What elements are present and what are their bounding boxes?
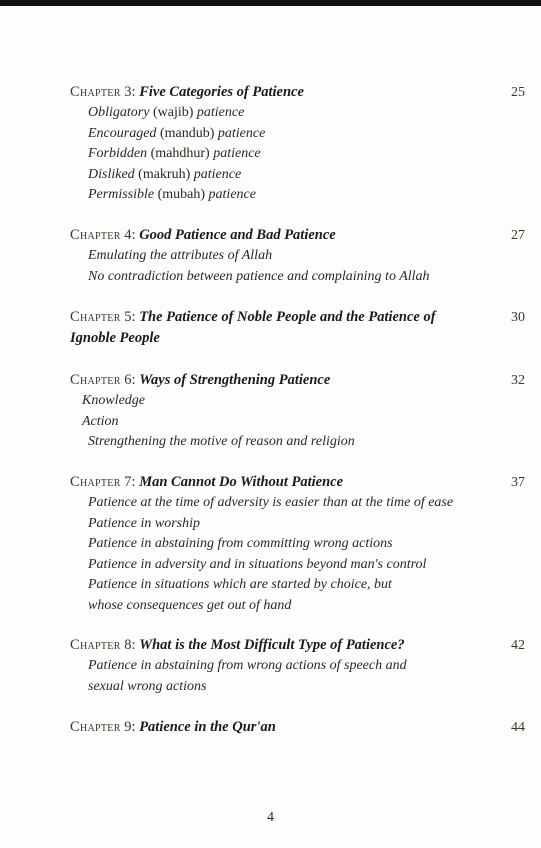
subsection-item	[88, 575, 418, 616]
chapter-entry	[70, 307, 525, 349]
subsection-text: patience	[213, 146, 261, 161]
chapter-number: 7:	[124, 474, 136, 490]
chapter-number: 6:	[124, 372, 136, 388]
top-edge-rule	[0, 0, 541, 6]
subsection-text: (mahdhur)	[147, 146, 214, 161]
chapter-heading	[70, 472, 525, 493]
subsection-text: Patience in worship	[88, 515, 200, 531]
chapter-entry	[70, 82, 525, 206]
chapter-page-number: 30	[511, 310, 525, 325]
subsection-item	[88, 267, 525, 288]
chapter-label: Chapter	[70, 637, 121, 653]
subsection-text: patience	[196, 105, 245, 120]
subsection-text: Strengthening the motive of reason and religion	[88, 434, 355, 449]
subsection-text: Patience in abstaining from wrong actions of speech and sexual wrong actions	[88, 658, 407, 694]
chapter-label: Chapter	[70, 309, 121, 325]
chapter-label: Chapter	[70, 474, 121, 490]
subsection-item	[88, 555, 525, 576]
subsection-item	[88, 103, 525, 124]
chapter-label: Chapter	[70, 372, 121, 388]
chapter-heading	[70, 307, 525, 349]
chapter-entry	[70, 225, 525, 287]
chapter-number: 9:	[124, 719, 136, 735]
subsection-text: (wajib)	[149, 105, 197, 120]
chapter-title: The Patience of Noble People and the Patience of Ignoble People	[70, 309, 436, 346]
subsection-text: Knowledge	[82, 393, 145, 408]
subsection-text: (mandub)	[156, 125, 218, 141]
chapter-title: Man Cannot Do Without Patience	[139, 474, 344, 490]
chapter-page-number: 25	[511, 85, 525, 100]
subsection-item	[88, 534, 525, 555]
subsection-item	[82, 412, 525, 433]
subsection-item	[88, 656, 418, 697]
subsection-item	[88, 432, 525, 453]
subsection-item	[88, 144, 525, 165]
chapter-label: Chapter	[70, 84, 121, 100]
chapter-number: 5:	[124, 309, 136, 325]
chapter-page-number: 42	[511, 638, 525, 653]
subsection-text: Obligatory	[88, 105, 150, 120]
chapter-number: 8:	[124, 637, 136, 653]
subsection-text: Permissible	[88, 187, 155, 202]
subsection-item	[88, 165, 525, 186]
chapter-entry	[70, 717, 525, 738]
subsection-text: Patience at the time of adversity is easier than at the time of ease	[88, 495, 454, 510]
chapter-heading	[70, 370, 525, 391]
subsection-text: Encouraged	[88, 125, 157, 141]
chapter-page-number: 37	[511, 475, 525, 490]
subsection-text: Forbidden	[88, 146, 148, 161]
chapter-heading	[70, 82, 525, 103]
subsection-item	[88, 493, 525, 514]
subsection-text: patience	[208, 187, 256, 202]
subsection-text: No contradiction between patience and complaining to Allah	[88, 268, 430, 284]
subsection-item	[88, 514, 525, 535]
chapter-entry	[70, 635, 525, 697]
chapter-number: 3:	[124, 84, 136, 100]
chapter-page-number: 44	[511, 720, 525, 735]
subsection-text: patience	[217, 125, 266, 141]
chapter-label: Chapter	[70, 227, 121, 243]
chapter-title: Ways of Strengthening Patience	[139, 372, 331, 388]
subsection-item	[82, 391, 525, 412]
subsection-text: (makruh)	[134, 166, 194, 182]
chapter-title: What is the Most Difficult Type of Patience?	[139, 637, 405, 653]
subsection-text: Emulating the attributes of Allah	[88, 248, 273, 263]
chapter-heading	[70, 635, 525, 656]
subsection-item	[88, 124, 525, 145]
subsection-text: Action	[82, 413, 119, 429]
chapter-number: 4:	[124, 227, 136, 243]
chapter-label: Chapter	[70, 719, 121, 735]
subsection-item	[88, 185, 525, 206]
subsection-text: Patience in abstaining from committing wrong actions	[88, 536, 393, 551]
subsection-item	[88, 246, 525, 267]
chapter-entry	[70, 472, 525, 616]
subsection-text: Patience in adversity and in situations beyond man's control	[88, 556, 427, 572]
chapter-title: Patience in the Qur'an	[139, 719, 276, 735]
chapter-heading	[70, 717, 525, 738]
chapter-page-number: 27	[511, 228, 525, 243]
chapter-title: Good Patience and Bad Patience	[139, 227, 336, 243]
chapter-title: Five Categories of Patience	[139, 84, 304, 100]
subsection-text: Patience in situations which are started by choice, but whose consequences get out of hand	[88, 577, 392, 613]
chapter-heading	[70, 225, 525, 246]
page-number: 4	[267, 810, 274, 825]
subsection-text: Disliked	[88, 166, 135, 182]
chapter-entry	[70, 370, 525, 453]
subsection-text: patience	[193, 166, 242, 182]
chapter-page-number: 32	[511, 373, 525, 388]
subsection-text: (mubah)	[154, 187, 209, 202]
